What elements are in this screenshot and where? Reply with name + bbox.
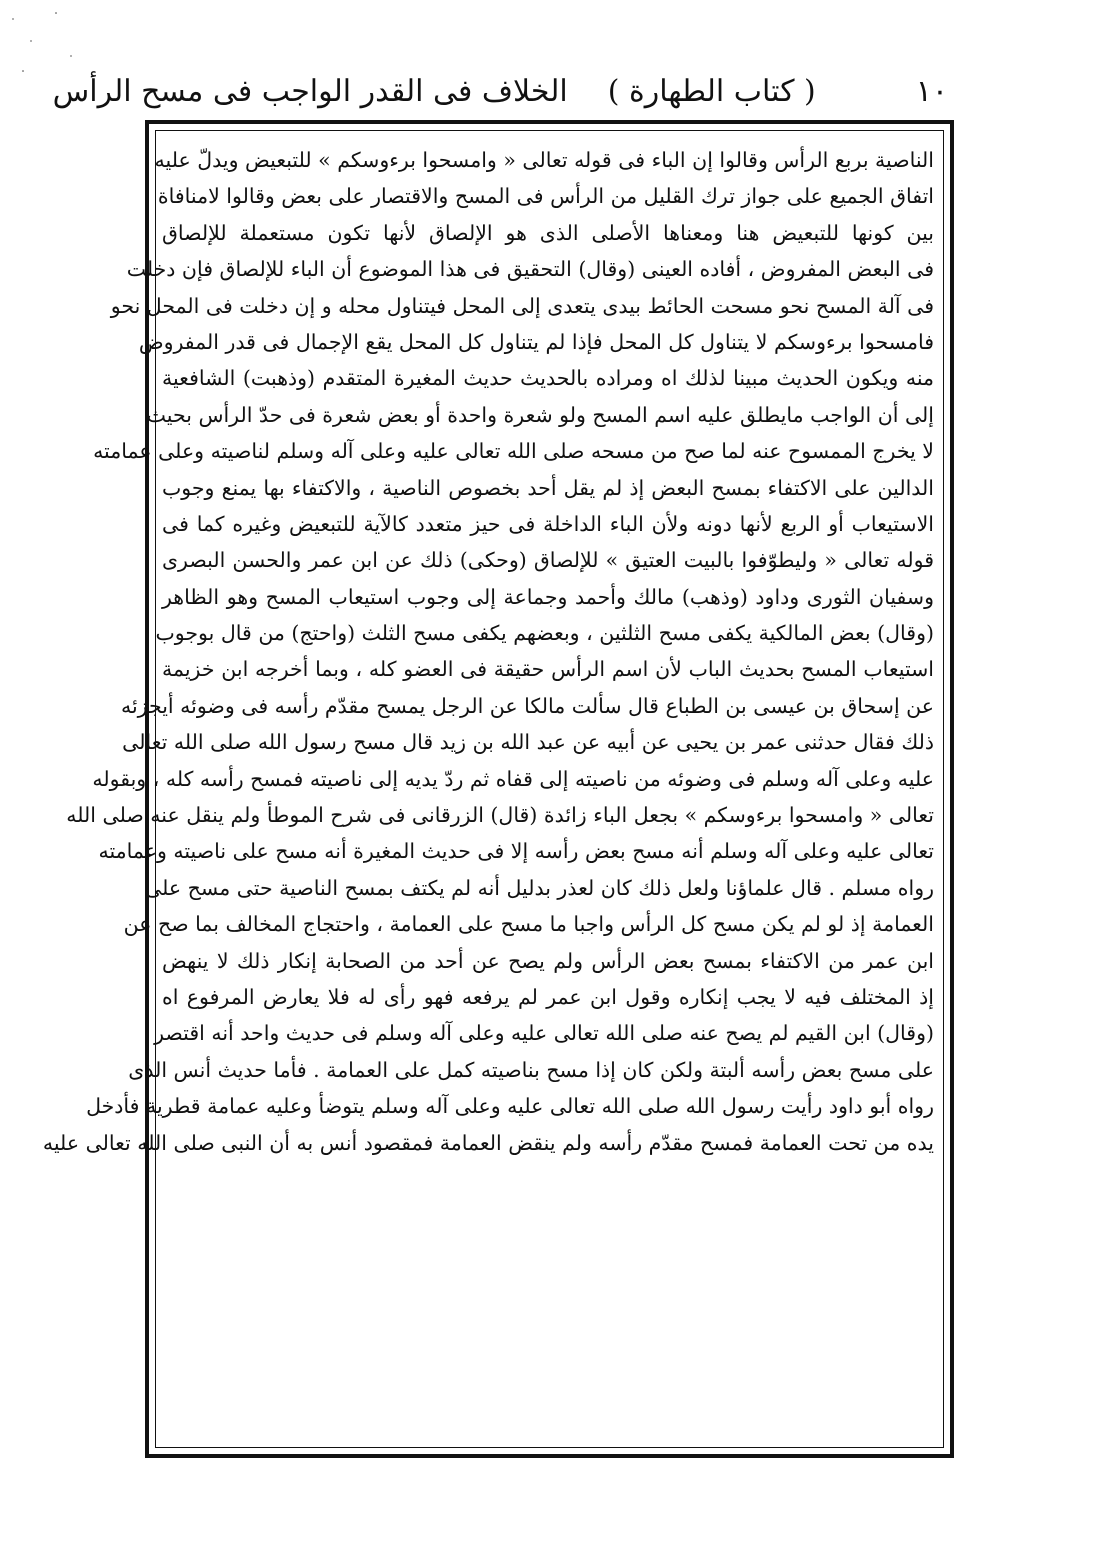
text-line [162,1379,934,1415]
text-line: بين كونها للتبعيض هنا ومعناها الأصلى الذى هو الإلصاق لأنها تكون مستعملة للإلصاق [162,220,934,245]
text-line: ذلك فقال حدثنى عمر بن يحيى عن أبيه عن عبد الله بن زيد قال مسح رسول الله صلى الله تعالى [122,730,934,755]
text-line: رواه أبو داود رأيت رسول الله صلى الله تعالى عليه وعلى آله وسلم يتوضأ وعليه عمامة قطرية فأدخل [86,1094,934,1119]
text-line: (وقال) بعض المالكية يكفى مسح الثلثين ، وبعضهم يكفى مسح الثلث (واحتج) من قال بوجوب [155,621,934,646]
text-line: ابن عمر من الاكتفاء بمسح بعض الرأس ولم يصح عن أحد من الصحابة إنكار ذلك لا ينهض [162,948,934,973]
text-line: رواه مسلم . قال علماؤنا ولعل ذلك كان لعذر بدليل أنه لم يكتف بمسح الناصية حتى مسح على [145,875,934,900]
text-line: تعالى عليه وعلى آله وسلم أنه مسح بعض رأسه إلا فى حديث المغيرة أنه مسح على ناصيته وعمامته [98,839,934,864]
text-line: اتفاق الجميع على جواز ترك القليل من الرأس فى المسح والاقتصار على بعض وقالوا لامنافاة [157,184,934,209]
text-line [162,1161,934,1197]
text-line: الناصية بربع الرأس وقالوا إن الباء فى قوله تعالى « وامسحوا برءوسكم » للتبعيض ويدلّ عليه [154,148,934,172]
text-body [42,142,934,1442]
text-line: على مسح بعض رأسه ألبتة ولكن كان إذا مسح بناصيته كمل على العمامة . فأما حديث أنس الذى [128,1057,934,1082]
text-line: الاستيعاب أو الربع لأنها دونه ولأن الباء الداخلة فى حيز متعدد كالآية للتبعيض وغيره كما فى [162,511,934,536]
text-line: فى البعض المفروض ، أفاده العينى (وقال) التحقيق فى هذا الموضوع أن الباء للإلصاق فإن دخلت [126,257,934,282]
text-line: لا يخرج الممسوح عنه لما صح من مسحه صلى الله تعالى عليه وعلى آله وسلم لناصيته وعلى عمامته [93,439,934,464]
text-line: وسفيان الثورى وداود (وذهب) مالك وأحمد وجماعة إلى وجوب استيعاب المسح وهو الظاهر [162,584,934,609]
scan-speck [70,55,72,57]
text-line: قوله تعالى « وليطوّفوا بالبيت العتيق » للإلصاق (وحكى) ذلك عن ابن عمر والحسن البصرى [162,548,934,573]
text-line: عليه وعلى آله وسلم فى وضوئه من ناصيته إلى قفاه ثم ردّ يديه إلى ناصيته فمسح رأسه كله ، وبقوله [92,766,934,791]
text-line [162,1416,934,1452]
scan-speck [22,70,24,72]
text-line: العمامة إذ لو لم يكن مسح كل الرأس واجبا ما مسح على العمامة ، واحتجاج المخالف بما صح عن [123,912,934,937]
text-line: يده من تحت العمامة فمسح مقدّم رأسه ولم ينقض العمامة فمقصود أنس به أن النبى صلى الله تعالى عليه [42,1130,934,1155]
text-line: منه ويكون الحديث مبينا لذلك اه ومراده بالحديث حديث المغيرة المتقدم (وذهبت) الشافعية [162,366,934,391]
text-line [162,1197,934,1233]
section-title: الخلاف فى القدر الواجب فى مسح الرأس [52,73,568,109]
page-header [52,70,962,112]
book-title: ( كتاب الطهارة ) [607,73,816,109]
text-line [162,1307,934,1343]
text-line: فامسحوا برءوسكم لا يتناول كل المحل فإذا لم يتناول كل المحل يقع الإجمال فى قدر المفروض [138,329,934,354]
text-line: استيعاب المسح بحديث الباب لأن اسم الرأس حقيقة فى العضو كله ، وبما أخرجه ابن خزيمة [162,657,934,682]
text-line: إلى أن الواجب مايطلق عليه اسم المسح ولو شعرة واحدة أو بعض شعرة فى حدّ الرأس بحيث [146,402,934,427]
text-line: الدالين على الاكتفاء بمسح البعض إذ لم يقل أحد بخصوص الناصية ، والاكتفاء بها يمنع وجوب [162,475,934,500]
scan-speck [55,12,57,14]
text-line: (وقال) ابن القيم لم يصح عنه صلى الله تعالى عليه وعلى آله وسلم فى حديث واحد أنه اقتصر [154,1021,934,1046]
text-line: عن إسحاق بن عيسى بن الطباع قال سألت مالكا عن الرجل يمسح مقدّم رأسه فى وضوئه أيجزئه [120,693,934,718]
text-line [162,1343,934,1379]
text-line [162,1270,934,1306]
scan-speck [12,18,14,20]
text-line: إذ المختلف فيه لا يجب إنكاره وقول ابن عمر لم يرفعه فهو رأى له فلا يعارض المرفوع اه [162,984,934,1009]
text-line [162,1234,934,1270]
scan-speck [30,40,32,42]
page-number: ١٠ [915,73,948,109]
text-line: فى آلة المسح نحو مسحت الحائط بيدى يتعدى إلى المحل فيتناول محله و إن دخلت فى المحل نحو [110,293,934,318]
text-line: تعالى « وامسحوا برءوسكم » بجعل الباء زائدة (قال) الزرقانى فى شرح الموطأ ولم ينقل عنه صلى الله [66,803,934,828]
